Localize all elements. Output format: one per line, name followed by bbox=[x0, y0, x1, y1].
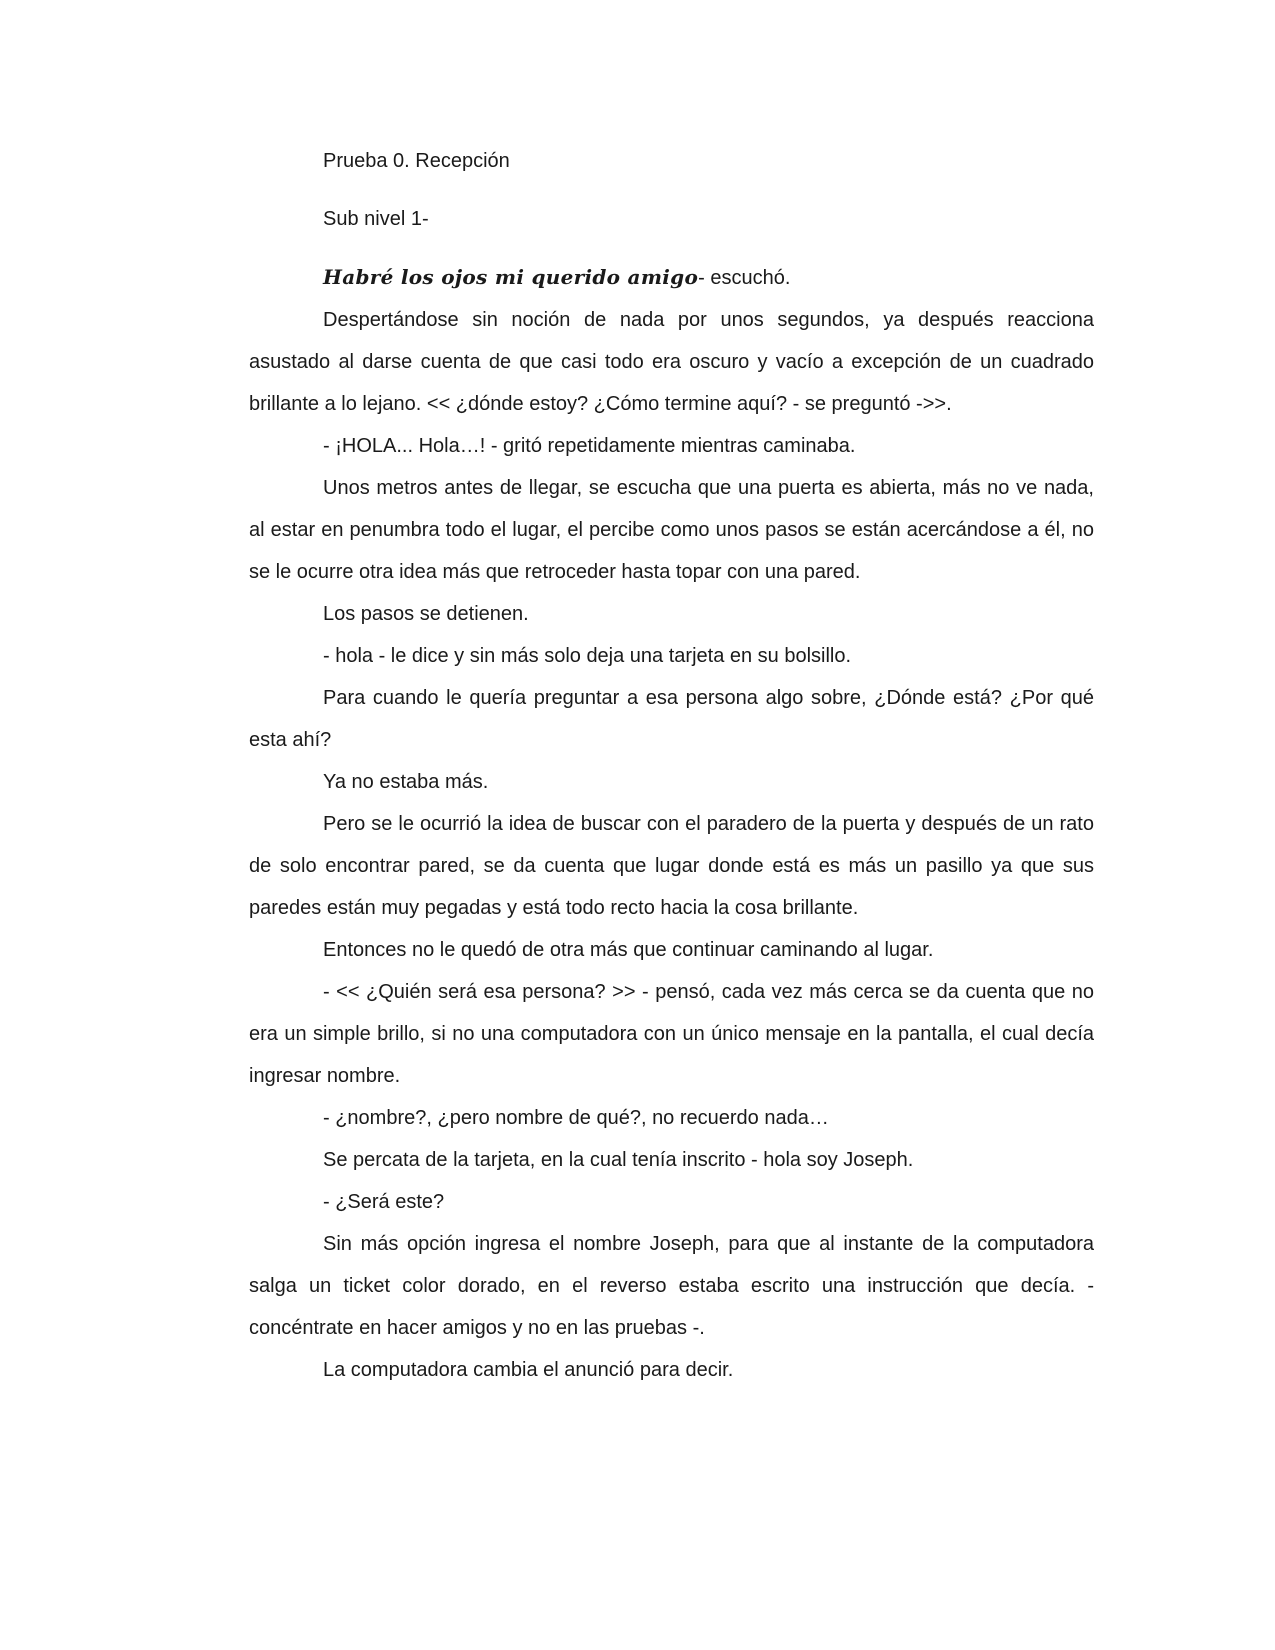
document-subtitle: Sub nivel 1- bbox=[323, 208, 429, 230]
paragraph: Pero se le ocurrió la idea de buscar con el paradero de la puerta y después de un rato de solo encontrar pared, se da cuenta que lugar donde está es más un pasillo ya que sus paredes están muy pegadas y está todo recto hacia la cosa brillante. bbox=[249, 813, 1094, 919]
paragraph: La computadora cambia el anunció para decir. bbox=[323, 1359, 734, 1381]
paragraph: - ¿Será este? bbox=[323, 1191, 445, 1213]
document-title: Prueba 0. Recepción bbox=[323, 150, 510, 172]
paragraph: - ¡HOLA... Hola…! - gritó repetidamente mientras caminaba. bbox=[323, 435, 856, 457]
paragraph: Para cuando le quería preguntar a esa persona algo sobre, ¿Dónde está? ¿Por qué esta ahí? bbox=[249, 687, 1094, 751]
opening-rest-text: - escuchó. bbox=[698, 267, 791, 289]
paragraph: Ya no estaba más. bbox=[323, 771, 489, 793]
paragraph: Sin más opción ingresa el nombre Joseph, para que al instante de la computadora salga un ticket color dorado, en el reverso estaba escrito una instrucción que decía. - concéntrate en hacer amigos y no en las pruebas -. bbox=[249, 1233, 1094, 1339]
opening-gothic-text: Habré los ojos mi querido amigo bbox=[323, 265, 699, 289]
paragraph: - ¿nombre?, ¿pero nombre de qué?, no recuerdo nada… bbox=[323, 1107, 829, 1129]
paragraph: Despertándose sin noción de nada por unos segundos, ya después reacciona asustado al darse cuenta de que casi todo era oscuro y vacío a excepción de un cuadrado brillante a lo lejano. << ¿dónde estoy? ¿Cómo termine aquí? - se preguntó ->>. bbox=[249, 309, 1094, 415]
paragraph: - hola - le dice y sin más solo deja una tarjeta en su bolsillo. bbox=[323, 645, 852, 667]
paragraph: Entonces no le quedó de otra más que continuar caminando al lugar. bbox=[323, 939, 934, 961]
opening-line bbox=[249, 256, 1094, 299]
paragraph: Se percata de la tarjeta, en la cual tenía inscrito - hola soy Joseph. bbox=[323, 1149, 914, 1171]
paragraph: Unos metros antes de llegar, se escucha que una puerta es abierta, más no ve nada, al estar en penumbra todo el lugar, el percibe como unos pasos se están acercándose a él, no se le ocurre otra idea más que retroceder hasta topar con una pared. bbox=[249, 477, 1094, 583]
document-body bbox=[249, 140, 1094, 1391]
paragraph: - << ¿Quién será esa persona? >> - pensó, cada vez más cerca se da cuenta que no era un simple brillo, si no una computadora con un único mensaje en la pantalla, el cual decía ingresar nombre. bbox=[249, 981, 1094, 1087]
paragraph: Los pasos se detienen. bbox=[323, 603, 529, 625]
